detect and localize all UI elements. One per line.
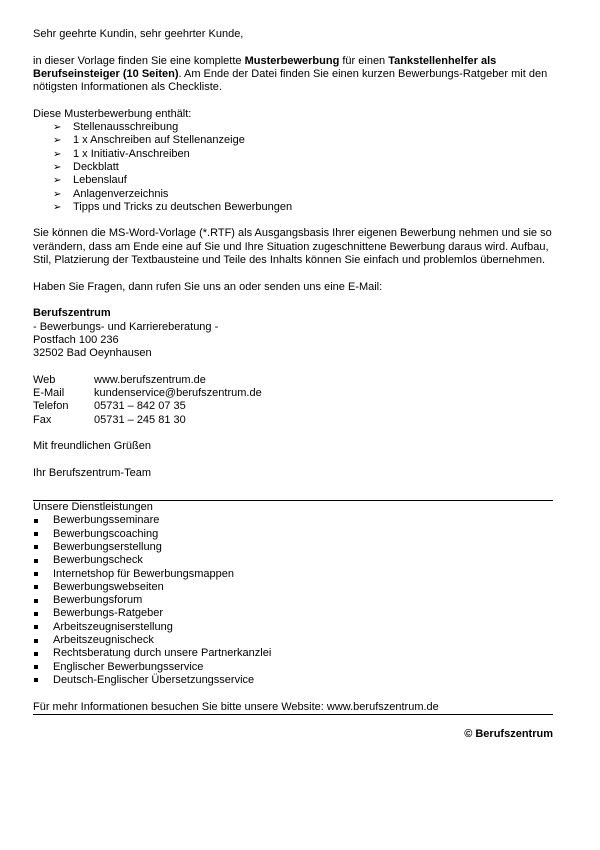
list-item [33,607,553,620]
website-line: Für mehr Informationen besuchen Sie bitte unsere Website: www.berufszentrum.de [33,701,553,715]
contact-row-email [33,387,553,400]
salutation: Sehr geehrte Kundin, sehr geehrter Kunde, [33,28,244,40]
list-item [33,541,553,554]
document-content [33,28,553,741]
list-item-text: 1 x Initiativ-Anschreiben [73,147,190,160]
square-bullet-icon [34,639,38,643]
address-block [33,307,553,360]
square-bullet-icon [34,559,38,563]
arrow-bullet-icon: ➢ [53,148,62,160]
list-item [33,581,553,594]
list-item-text: Bewerbungscoaching [53,527,159,540]
list-item-text: Bewerbungsforum [53,594,143,607]
intro-text-2: für einen [339,54,389,67]
signature: Ihr Berufszentrum-Team [33,466,151,479]
contact-label: Telefon [33,400,69,413]
list-item [33,121,553,134]
closing: Mit freundlichen Grüßen [33,440,151,453]
list-item-text: Arbeitszeugniserstellung [53,620,173,633]
list-item [33,134,553,147]
phone-number: 05731 – 842 07 35 [94,400,186,413]
company-name: Berufszentrum [33,307,111,320]
arrow-bullet-icon: ➢ [53,122,62,134]
list-item-text: Englischer Bewerbungsservice [53,660,204,673]
square-bullet-icon [34,678,38,682]
arrow-bullet-icon: ➢ [53,188,62,200]
list-item-text: Anlagenverzeichnis [73,187,169,200]
arrow-bullet-icon: ➢ [53,175,62,187]
square-bullet-icon [34,599,38,603]
list-item-text: Rechtsberatung durch unsere Partnerkanzlei [53,647,272,660]
services-heading: Unsere Dienstleistungen [33,500,553,514]
company-subtitle: - Bewerbungs- und Karriereberatung - [33,320,219,333]
square-bullet-icon [34,572,38,576]
usage-paragraph: Sie können die MS-Word-Vorlage (*.RTF) als Ausgangsbasis Ihrer eigenen Bewerbung nehmen und sie so verändern, dass am Ende eine auf Sie und Ihre Situation zugeschnittene Bewerbung daraus wird. Aufbau, Stil, Platzierung der Textbausteine und Teile des Inhalts können Sie einfach und problemlos übernehmen. [33,227,552,267]
list-item-text: 1 x Anschreiben auf Stellenanzeige [73,134,245,147]
intro-text-3: . Am Ende der Datei finden Sie einen kurzen Bewerbungs-Ratgeber mit den nötigsten Informationen als Checkliste. [33,67,548,94]
contact-row-fax [33,414,553,427]
list-item-text: Bewerbungserstellung [53,540,162,553]
postbox: Postfach 100 236 [33,333,119,346]
services-list-2 [33,621,553,648]
square-bullet-icon [34,585,38,589]
web-link[interactable]: www.berufszentrum.de [94,373,206,386]
arrow-bullet-icon: ➢ [53,161,62,173]
questions-paragraph: Haben Sie Fragen, dann rufen Sie uns an oder senden uns eine E-Mail: [33,280,383,293]
list-item [33,188,553,201]
contact-label: E-Mail [33,387,65,400]
list-item [33,161,553,174]
list-item-text: Bewerbungscheck [53,554,143,567]
list-item [33,647,553,660]
email-link[interactable]: kundenservice@berufszentrum.de [94,387,262,400]
list-item-text: Lebenslauf [73,174,127,187]
list-item [33,594,553,607]
square-bullet-icon [34,532,38,536]
square-bullet-icon [34,665,38,669]
list-item [33,148,553,161]
arrow-bullet-icon: ➢ [53,135,62,147]
list-item [33,554,553,567]
city: 32502 Bad Oeynhausen [33,347,152,360]
intro-bold-2: Tankstellenhelfer als Berufseinsteiger (10 Seiten) [33,54,497,80]
copyright: © Berufszentrum [464,728,553,741]
list-item-text: Stellenausschreibung [73,121,179,134]
intro-paragraph [33,55,553,95]
contact-label: Fax [33,413,52,426]
list-item-text: Internetshop für Bewerbungsmappen [53,567,235,580]
intro-text-1: in dieser Vorlage finden Sie eine komplette [33,54,245,67]
arrow-bullet-icon: ➢ [53,201,62,213]
square-bullet-icon [34,519,38,523]
contact-row-web [33,374,553,387]
list-item-text: Bewerbungs-Ratgeber [53,607,164,620]
services-list-4 [33,661,553,688]
list-item-text: Deutsch-Englischer Übersetzungsservice [53,673,255,686]
list-item [33,174,553,187]
square-bullet-icon [34,545,38,549]
contact-label: Web [33,373,56,386]
list-item [33,568,553,581]
square-bullet-icon [34,652,38,656]
services-list-1 [33,514,553,620]
list-item [33,621,553,634]
list-item [33,634,553,647]
fax-number: 05731 – 245 81 30 [94,413,186,426]
list-item [33,674,553,687]
list-item-text: Bewerbungswebseiten [53,580,164,593]
list-item-text: Bewerbungsseminare [53,514,160,527]
list-item-text: Tipps und Tricks zu deutschen Bewerbungen [73,200,293,213]
services-list-3 [33,647,553,660]
contact-table [33,374,553,427]
list-item [33,528,553,541]
list-item-text: Deckblatt [73,160,119,173]
list-item [33,201,553,214]
contents-heading: Diese Musterbewerbung enthält: [33,107,192,120]
list-item [33,661,553,674]
list-item-text: Arbeitszeugnischeck [53,634,154,647]
square-bullet-icon [34,612,38,616]
contact-row-phone [33,400,553,413]
contents-list [33,121,553,214]
intro-bold-1: Musterbewerbung [244,54,340,67]
list-item [33,514,553,527]
square-bullet-icon [34,625,38,629]
